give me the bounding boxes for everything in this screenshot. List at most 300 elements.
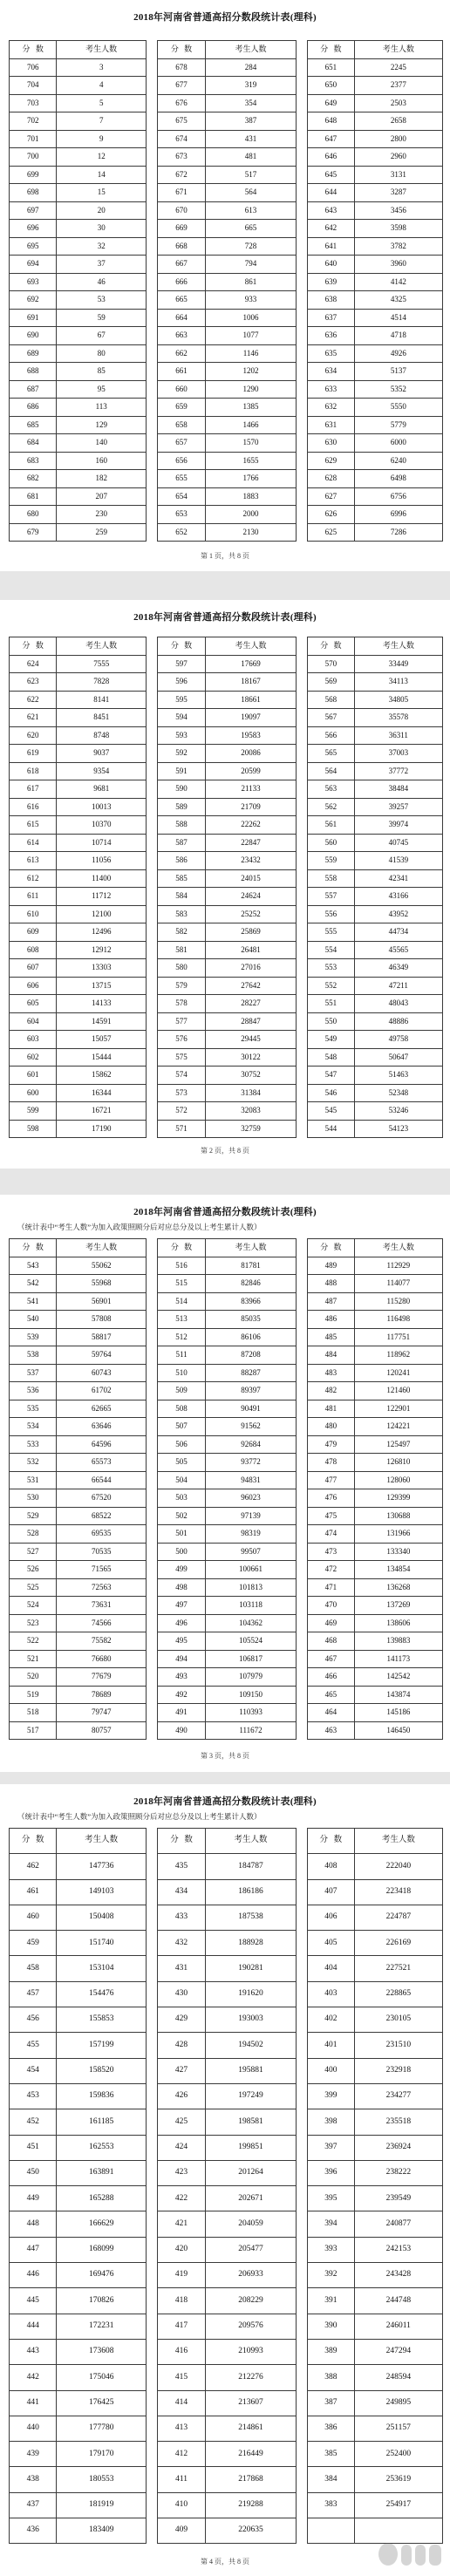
score-cell: 545 <box>308 1102 355 1121</box>
table-row <box>158 2058 297 2083</box>
score-cell: 433 <box>158 1905 206 1930</box>
score-cell: 567 <box>308 709 355 727</box>
score-cell: 702 <box>10 112 57 131</box>
score-cell: 655 <box>158 470 206 488</box>
score-cell: 542 <box>10 1275 57 1293</box>
score-cell: 635 <box>308 344 355 363</box>
table-row <box>10 1686 147 1704</box>
count-cell: 85035 <box>206 1311 297 1329</box>
score-table-middle <box>157 1238 297 1740</box>
table-row <box>308 2186 443 2211</box>
count-cell: 42341 <box>354 869 442 888</box>
header-count: 考生人数 <box>354 41 442 59</box>
score-cell: 706 <box>10 58 57 77</box>
score-cell: 675 <box>158 112 206 131</box>
score-cell: 425 <box>158 2109 206 2135</box>
table-row <box>308 344 443 363</box>
table-row <box>158 309 297 327</box>
score-cell: 412 <box>158 2442 206 2467</box>
count-cell: 214861 <box>206 2416 297 2441</box>
table-row <box>158 1382 297 1400</box>
score-cell: 458 <box>10 1956 57 1981</box>
score-cell: 558 <box>308 869 355 888</box>
score-cell: 429 <box>158 2007 206 2033</box>
score-table-right <box>307 1828 443 2544</box>
table-header-row <box>158 637 297 656</box>
count-cell: 481 <box>206 148 297 167</box>
table-row <box>10 1525 147 1544</box>
table-row <box>158 2237 297 2262</box>
count-cell: 66544 <box>57 1471 147 1489</box>
count-cell: 32759 <box>206 1120 297 1138</box>
count-cell: 20599 <box>206 762 297 780</box>
table-row <box>158 745 297 763</box>
table-row <box>308 2033 443 2058</box>
count-cell: 116498 <box>354 1311 442 1329</box>
header-score: 分数 <box>158 1829 206 1854</box>
score-cell: 602 <box>10 1048 57 1067</box>
count-cell: 157199 <box>57 2033 147 2058</box>
count-cell: 6000 <box>354 434 442 453</box>
count-cell: 13715 <box>57 977 147 995</box>
table-row <box>308 2263 443 2288</box>
score-cell: 467 <box>308 1650 355 1668</box>
count-cell: 209576 <box>206 2314 297 2339</box>
score-cell: 514 <box>158 1292 206 1311</box>
score-cell: 659 <box>158 399 206 417</box>
table-row <box>308 166 443 184</box>
table-row <box>308 691 443 709</box>
table-row <box>308 1578 443 1597</box>
score-cell: 526 <box>10 1561 57 1579</box>
table-row <box>308 1721 443 1740</box>
count-cell: 46 <box>57 273 147 291</box>
score-cell: 594 <box>158 709 206 727</box>
count-cell: 118962 <box>354 1346 442 1365</box>
count-cell: 198581 <box>206 2109 297 2135</box>
score-cell: 475 <box>308 1507 355 1525</box>
score-cell: 401 <box>308 2033 355 2058</box>
score-cell: 560 <box>308 834 355 852</box>
table-row <box>158 1311 297 1329</box>
table-row <box>158 1048 297 1067</box>
count-cell: 180553 <box>57 2467 147 2492</box>
score-cell: 652 <box>158 523 206 542</box>
score-cell: 579 <box>158 977 206 995</box>
table-row <box>158 1981 297 2007</box>
table-row <box>158 816 297 835</box>
count-cell: 9037 <box>57 745 147 763</box>
count-cell: 1006 <box>206 309 297 327</box>
count-cell: 25252 <box>206 905 297 923</box>
count-cell: 17190 <box>57 1120 147 1138</box>
table-row <box>308 58 443 77</box>
count-cell: 110393 <box>206 1704 297 1722</box>
count-cell: 93772 <box>206 1454 297 1472</box>
score-cell: 574 <box>158 1067 206 1085</box>
count-cell: 78689 <box>57 1686 147 1704</box>
score-cell: 563 <box>308 780 355 799</box>
count-cell: 1146 <box>206 344 297 363</box>
score-cell: 400 <box>308 2058 355 2083</box>
table-row <box>308 1311 443 1329</box>
count-cell: 202671 <box>206 2186 297 2211</box>
count-cell: 1570 <box>206 434 297 453</box>
count-cell: 55968 <box>57 1275 147 1293</box>
table-row <box>10 363 147 381</box>
score-cell: 448 <box>10 2211 57 2237</box>
table-row <box>158 112 297 131</box>
count-cell: 71565 <box>57 1561 147 1579</box>
score-cell: 449 <box>10 2186 57 2211</box>
count-cell: 122901 <box>354 1400 442 1418</box>
count-cell: 64596 <box>57 1435 147 1454</box>
score-cell: 610 <box>10 905 57 923</box>
score-cell: 681 <box>10 487 57 506</box>
score-cell: 572 <box>158 1102 206 1121</box>
score-cell: 393 <box>308 2237 355 2262</box>
count-cell: 187538 <box>206 1905 297 1930</box>
table-row <box>10 220 147 238</box>
score-cell: 595 <box>158 691 206 709</box>
count-cell: 861 <box>206 273 297 291</box>
count-cell: 74566 <box>57 1614 147 1632</box>
count-cell: 90491 <box>206 1400 297 1418</box>
header-count: 考生人数 <box>57 1829 147 1854</box>
table-row <box>158 434 297 453</box>
table-row <box>158 1854 297 1879</box>
score-cell: 431 <box>158 1956 206 1981</box>
table-row <box>308 888 443 906</box>
count-cell: 86106 <box>206 1328 297 1346</box>
count-cell: 131966 <box>354 1525 442 1544</box>
table-row <box>308 1905 443 1930</box>
score-cell: 685 <box>10 416 57 434</box>
header-count: 考生人数 <box>57 1239 147 1257</box>
count-cell: 2503 <box>354 94 442 112</box>
score-cell: 627 <box>308 487 355 506</box>
header-count: 考生人数 <box>354 1239 442 1257</box>
table-row <box>10 58 147 77</box>
page-footer: 第 3 页，共 8 页 <box>201 1752 249 1760</box>
score-cell: 573 <box>158 1084 206 1102</box>
header-count: 考生人数 <box>354 1829 442 1854</box>
header-count: 考生人数 <box>206 637 297 656</box>
count-cell: 139883 <box>354 1632 442 1651</box>
score-cell: 513 <box>158 1311 206 1329</box>
count-cell: 141173 <box>354 1650 442 1668</box>
count-cell: 98319 <box>206 1525 297 1544</box>
table-row <box>308 1956 443 1981</box>
count-cell: 244748 <box>354 2288 442 2314</box>
table-row <box>158 506 297 524</box>
score-cell: 619 <box>10 745 57 763</box>
table-row <box>10 523 147 542</box>
header-count: 考生人数 <box>57 637 147 656</box>
table-row <box>308 2442 443 2467</box>
count-cell: 105524 <box>206 1632 297 1651</box>
count-cell: 12100 <box>57 905 147 923</box>
count-cell: 21709 <box>206 798 297 816</box>
score-table-middle <box>157 40 297 542</box>
table-row <box>158 923 297 942</box>
table-row <box>158 834 297 852</box>
score-cell: 621 <box>10 709 57 727</box>
table-row <box>10 691 147 709</box>
count-cell: 143874 <box>354 1686 442 1704</box>
table-row <box>158 1632 297 1651</box>
score-cell: 387 <box>308 2390 355 2416</box>
count-cell: 32083 <box>206 1102 297 1121</box>
table-row <box>10 1614 147 1632</box>
header-count: 考生人数 <box>206 41 297 59</box>
score-cell: 481 <box>308 1400 355 1418</box>
score-cell: 555 <box>308 923 355 942</box>
count-cell: 186186 <box>206 1879 297 1905</box>
table-row <box>308 1084 443 1102</box>
count-cell: 188928 <box>206 1931 297 1956</box>
table-row <box>308 673 443 692</box>
score-cell: 543 <box>10 1257 57 1275</box>
score-cell: 490 <box>158 1721 206 1740</box>
count-cell: 137269 <box>354 1597 442 1615</box>
count-cell: 2658 <box>354 112 442 131</box>
score-cell: 446 <box>10 2263 57 2288</box>
count-cell: 170826 <box>57 2288 147 2314</box>
table-row <box>308 1400 443 1418</box>
score-cell: 596 <box>158 673 206 692</box>
count-cell: 31384 <box>206 1084 297 1102</box>
score-cell: 650 <box>308 77 355 95</box>
count-cell: 62665 <box>57 1400 147 1418</box>
table-row <box>158 780 297 799</box>
score-cell: 690 <box>10 327 57 345</box>
table-row <box>308 416 443 434</box>
score-cell: 443 <box>10 2339 57 2364</box>
count-cell: 431 <box>206 130 297 148</box>
count-cell: 387 <box>206 112 297 131</box>
count-cell: 182 <box>57 470 147 488</box>
table-row <box>308 1102 443 1121</box>
count-cell: 238222 <box>354 2160 442 2185</box>
count-cell: 247294 <box>354 2339 442 2364</box>
count-cell: 11056 <box>57 852 147 870</box>
table-row <box>10 1418 147 1436</box>
score-cell: 503 <box>158 1489 206 1508</box>
score-cell: 419 <box>158 2263 206 2288</box>
score-cell: 384 <box>308 2467 355 2492</box>
table-row <box>158 1435 297 1454</box>
count-cell: 1883 <box>206 487 297 506</box>
score-cell: 628 <box>308 470 355 488</box>
count-cell: 23432 <box>206 852 297 870</box>
count-cell: 15 <box>57 184 147 202</box>
score-cell: 421 <box>158 2211 206 2237</box>
table-row <box>10 1471 147 1489</box>
score-cell: 692 <box>10 291 57 310</box>
count-cell: 53246 <box>354 1102 442 1121</box>
count-cell: 173608 <box>57 2339 147 2364</box>
count-cell: 87208 <box>206 1346 297 1365</box>
table-row <box>308 130 443 148</box>
table-row <box>158 1597 297 1615</box>
table-row <box>308 1067 443 1085</box>
count-cell: 101813 <box>206 1578 297 1597</box>
count-cell: 61702 <box>57 1382 147 1400</box>
table-row <box>308 709 443 727</box>
count-cell: 56901 <box>57 1292 147 1311</box>
count-cell: 3287 <box>354 184 442 202</box>
count-cell: 2800 <box>354 130 442 148</box>
table-row <box>308 506 443 524</box>
count-cell: 100661 <box>206 1561 297 1579</box>
count-cell: 155853 <box>57 2007 147 2033</box>
count-cell: 41539 <box>354 852 442 870</box>
table-row <box>308 2007 443 2033</box>
table-row <box>158 798 297 816</box>
count-cell: 35578 <box>354 709 442 727</box>
table-row <box>308 291 443 310</box>
table-row <box>308 1597 443 1615</box>
count-cell: 45565 <box>354 941 442 959</box>
count-cell: 3 <box>57 58 147 77</box>
table-row <box>158 2083 297 2109</box>
score-cell: 684 <box>10 434 57 453</box>
score-cell: 614 <box>10 834 57 852</box>
score-cell: 527 <box>10 1543 57 1561</box>
score-cell: 660 <box>158 380 206 399</box>
table-row <box>308 2416 443 2441</box>
count-cell: 165288 <box>57 2186 147 2211</box>
table-row <box>10 506 147 524</box>
table-row <box>158 2211 297 2237</box>
count-cell: 208229 <box>206 2288 297 2314</box>
score-cell: 404 <box>308 1956 355 1981</box>
score-cell: 643 <box>308 201 355 220</box>
score-cell: 645 <box>308 166 355 184</box>
header-score: 分数 <box>10 637 57 656</box>
score-cell: 680 <box>10 506 57 524</box>
table-row <box>10 166 147 184</box>
score-cell: 699 <box>10 166 57 184</box>
score-cell: 482 <box>308 1382 355 1400</box>
count-cell: 96023 <box>206 1489 297 1508</box>
count-cell: 28227 <box>206 995 297 1013</box>
score-cell: 565 <box>308 745 355 763</box>
score-cell: 463 <box>308 1721 355 1740</box>
score-cell: 536 <box>10 1382 57 1400</box>
count-cell: 107979 <box>206 1668 297 1687</box>
count-cell: 19583 <box>206 726 297 745</box>
table-row <box>308 726 443 745</box>
header-score: 分数 <box>308 41 355 59</box>
count-cell: 153104 <box>57 1956 147 1981</box>
score-cell <box>308 2518 355 2544</box>
score-cell: 658 <box>158 416 206 434</box>
score-cell: 388 <box>308 2365 355 2390</box>
table-header-row <box>308 1829 443 1854</box>
table-row <box>10 2314 147 2339</box>
page-footer: 第 1 页，共 8 页 <box>201 552 249 560</box>
table-row <box>158 130 297 148</box>
table-row <box>10 344 147 363</box>
score-cell: 544 <box>308 1120 355 1138</box>
count-cell: 22847 <box>206 834 297 852</box>
count-cell: 195881 <box>206 2058 297 2083</box>
count-cell: 181919 <box>57 2492 147 2518</box>
score-cell: 498 <box>158 1578 206 1597</box>
score-cell: 423 <box>158 2160 206 2185</box>
count-cell: 53 <box>57 291 147 310</box>
score-cell: 396 <box>308 2160 355 2185</box>
score-cell: 491 <box>158 1704 206 1722</box>
table-header-row <box>308 1239 443 1257</box>
score-cell: 522 <box>10 1632 57 1651</box>
score-cell: 472 <box>308 1561 355 1579</box>
score-cell: 701 <box>10 130 57 148</box>
count-cell: 37772 <box>354 762 442 780</box>
score-cell: 593 <box>158 726 206 745</box>
table-row <box>10 1632 147 1651</box>
count-cell: 166629 <box>57 2211 147 2237</box>
score-cell: 609 <box>10 923 57 942</box>
table-row <box>158 1931 297 1956</box>
table-row <box>158 1905 297 1930</box>
table-row <box>10 1704 147 1722</box>
count-cell: 117751 <box>354 1328 442 1346</box>
count-cell: 30 <box>57 220 147 238</box>
score-cell: 566 <box>308 726 355 745</box>
count-cell: 10714 <box>57 834 147 852</box>
score-cell: 497 <box>158 1597 206 1615</box>
score-cell: 480 <box>308 1418 355 1436</box>
count-cell: 13303 <box>57 959 147 978</box>
count-cell: 124221 <box>354 1418 442 1436</box>
score-cell: 623 <box>10 673 57 692</box>
table-row <box>158 327 297 345</box>
count-cell: 172231 <box>57 2314 147 2339</box>
table-row <box>308 1382 443 1400</box>
score-cell: 394 <box>308 2211 355 2237</box>
table-row <box>10 1668 147 1687</box>
score-cell: 511 <box>158 1346 206 1365</box>
header-count: 考生人数 <box>354 637 442 656</box>
count-cell: 39257 <box>354 798 442 816</box>
table-row <box>158 2314 297 2339</box>
count-cell: 7555 <box>57 655 147 673</box>
count-cell: 252400 <box>354 2442 442 2467</box>
score-cell: 397 <box>308 2135 355 2160</box>
table-row <box>158 1543 297 1561</box>
table-row <box>158 1614 297 1632</box>
count-cell: 94831 <box>206 1471 297 1489</box>
count-cell: 251157 <box>354 2416 442 2441</box>
count-cell: 230105 <box>354 2007 442 2033</box>
table-row <box>308 1614 443 1632</box>
table-row <box>308 1561 443 1579</box>
score-cell: 540 <box>10 1311 57 1329</box>
table-row <box>158 470 297 488</box>
table-row <box>308 798 443 816</box>
count-cell: 120241 <box>354 1364 442 1382</box>
header-score: 分数 <box>10 41 57 59</box>
count-cell: 183409 <box>57 2518 147 2544</box>
table-header-row <box>308 41 443 59</box>
score-cell: 646 <box>308 148 355 167</box>
score-cell: 478 <box>308 1454 355 1472</box>
score-cell: 459 <box>10 1931 57 1956</box>
count-cell: 222040 <box>354 1854 442 1879</box>
